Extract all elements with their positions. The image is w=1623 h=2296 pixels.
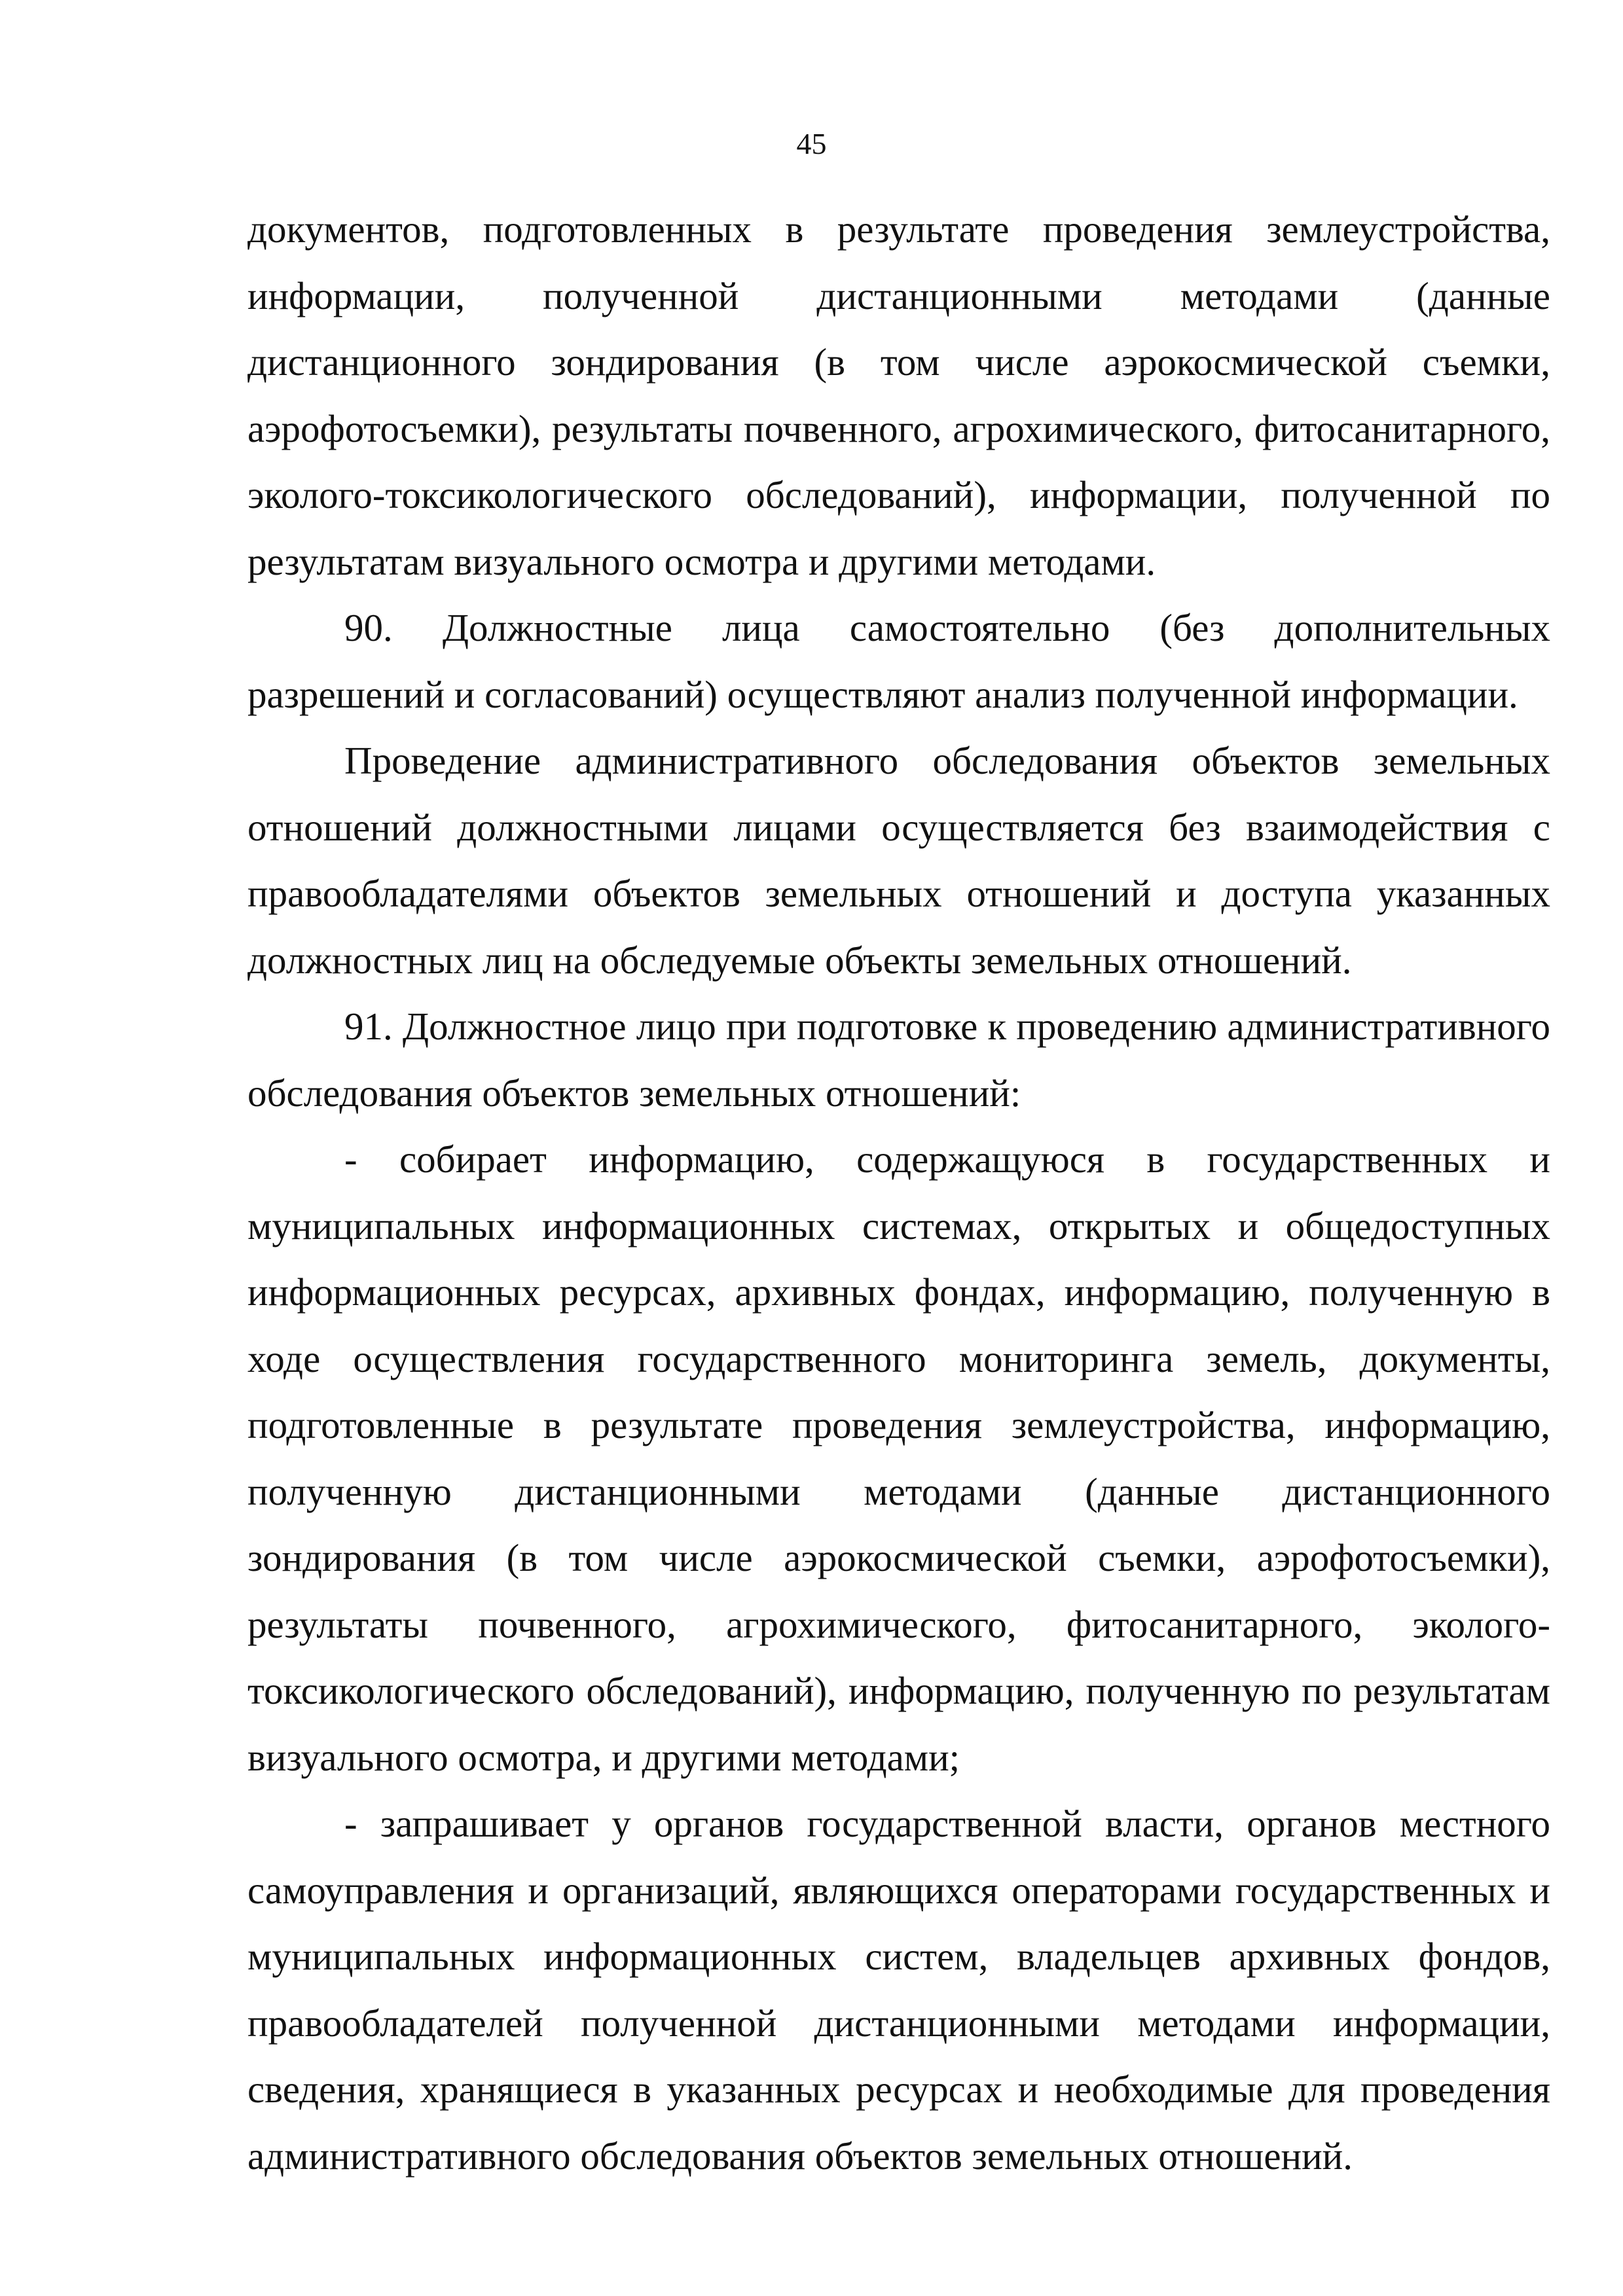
list-item-requests-information: - запрашивает у органов государственной власти, органов местного самоуправления и организаций, являющихся операторами государственных и муниципальных информационных систем, владельцев архивных фондов, правообладателей полученной дистанционными методами информации, сведения, хранящиеся в указанных ресурсах и необходимые для проведения административного обследования объектов земельных отношений. [247,1802,1550,2178]
document-body [247,196,1550,2189]
paragraph-90: 90. Должностные лица самостоятельно (без дополнительных разрешений и согласований) осуществляют анализ полученной информации. [247,606,1550,716]
paragraph-91: 91. Должностное лицо при подготовке к проведению административного обследования объектов земельных отношений: [247,1005,1550,1115]
paragraph-administrative-survey: Проведение административного обследования объектов земельных отношений должностными лицами осуществляется без взаимодействия с правообладателями объектов земельных отношений и доступа указанных должностных лиц на обследуемые объекты земельных отношений. [247,739,1550,982]
paragraph-continuation: документов, подготовленных в результате проведения землеустройства, информации, полученной дистанционными методами (данные дистанционного зондирования (в том числе аэрокосмической съемки, аэрофотосъемки), результаты почвенного, агрохимического, фитосанитарного, эколого-токсикологического обследований), информации, полученной по результатам визуального осмотра и другими методами. [247,207,1550,583]
list-item-collects-information: - собирает информацию, содержащуюся в государственных и муниципальных информационных системах, открытых и общедоступных информационных ресурсах, архивных фондах, информацию, полученную в ходе осуществления государственного мониторинга земель, документы, подготовленные в результате проведения землеустройства, информацию, полученную дистанционными методами (данные дистанционного зондирования (в том числе аэрокосмической съемки, аэрофотосъемки), результаты почвенного, агрохимического, фитосанитарного, эколого-токсикологического обследований), информацию, полученную по результатам визуального осмотра, и другими методами; [247,1138,1550,1779]
page-number: 45 [796,127,827,160]
